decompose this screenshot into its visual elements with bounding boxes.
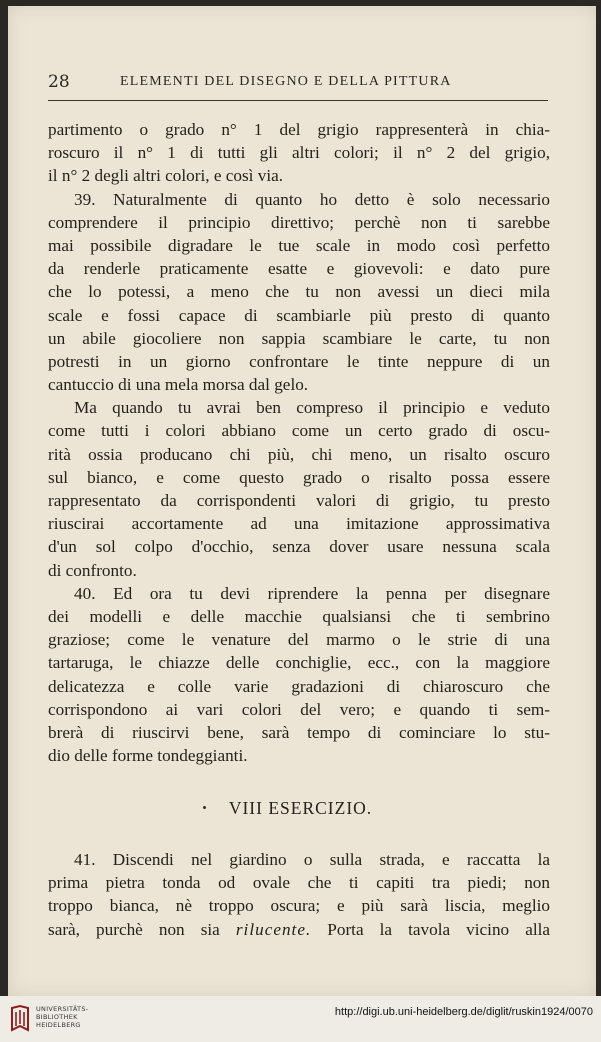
text-line: brerà di riuscirvi bene, sarà tempo di cominciare lo stu- xyxy=(48,722,550,742)
text-line: riuscirai accortamente ad una imitazione approssimativa xyxy=(48,514,550,534)
text-line: delicatezza e colle varie gradazioni di chiaroscuro che xyxy=(48,676,550,696)
main-text xyxy=(48,118,550,767)
section-title: VIII ESERCIZIO. xyxy=(228,798,373,818)
logo-line: UNIVERSITÄTS- xyxy=(36,1005,89,1013)
text-line: 41. Discendi nel giardino o sulla strada, e raccatta la xyxy=(74,850,550,869)
text-line: sul bianco, e come questo grado o risalto possa essere xyxy=(48,467,550,487)
text-line: dei modelli e delle macchie qualsiansi che ti sembrino xyxy=(48,606,550,626)
text-line: mai possibile digradare le tue scale in modo così perfetto xyxy=(48,235,550,255)
text-line: da renderle praticamente esatte e giovevoli: e dato pure xyxy=(48,259,550,279)
library-logo-text xyxy=(36,1005,88,1029)
logo-line: BIBLIOTHEK xyxy=(36,1013,78,1021)
text-line: troppo bianca, nè troppo oscura; e più sarà liscia, meglio xyxy=(48,896,550,916)
italic-word: rilucente. xyxy=(235,919,312,939)
page-header xyxy=(48,72,548,96)
text-line: d'un sol colpo d'occhio, senza dover usare nessuna scala xyxy=(48,537,550,557)
text-line: graziose; come le venature del marmo o le strie di una xyxy=(48,630,550,650)
text-line: scale e fossi capace di scambiarle più presto di quanto xyxy=(48,305,550,325)
text-line: come tutti i colori abbiano come un certo grado di oscu- xyxy=(48,421,550,441)
header-rule xyxy=(48,100,548,101)
text-segment: Porta la tavola vicino alla xyxy=(311,919,551,939)
paragraph-p1 xyxy=(48,118,550,188)
text-line: Ma quando tu avrai ben compreso il principio e veduto xyxy=(74,398,550,418)
text-line: il n° 2 degli altri colori, e così via. xyxy=(48,166,284,186)
text-line: che lo potessi, a meno che tu non avessi un dieci mila xyxy=(48,282,550,302)
paragraph-40 xyxy=(48,582,550,768)
paragraph-p3 xyxy=(48,396,550,582)
text-line: 39. Naturalmente di quanto ho detto è solo necessario xyxy=(74,189,550,209)
text-line: 40. Ed ora tu devi riprendere la penna per disegnare xyxy=(74,583,550,603)
text-line: partimento o grado n° 1 del grigio rappresenterà in chia- xyxy=(48,120,550,139)
text-line: prima pietra tonda od ovale che ti capiti tra piedi; non xyxy=(48,873,550,893)
text-line: roscuro il n° 1 di tutti gli altri colori; il n° 2 del grigio, xyxy=(48,143,550,163)
text-line: di confronto. xyxy=(48,560,137,580)
paragraph-41 xyxy=(48,848,550,941)
page-number: 28 xyxy=(48,72,70,92)
viewer-footer xyxy=(0,996,601,1042)
text-line: corrispondono ai vari colori del vero; e quando ti sem- xyxy=(48,699,550,719)
text-line: cantuccio di una mela morsa dal gelo. xyxy=(48,375,309,395)
text-line: un abile giocoliere non sappia scambiare le carte, tu non xyxy=(48,328,550,348)
text-line: rità ossia producano chi più, chi meno, un risalto oscuro xyxy=(48,444,550,464)
text-line-mixed xyxy=(48,918,550,941)
text-line: potresti in un giorno confrontare le tinte neppure di un xyxy=(48,351,550,371)
text-line: rappresentato da corrispondenti valori di grigio, tu presto xyxy=(48,491,550,510)
logo-line: HEIDELBERG xyxy=(36,1021,81,1029)
source-link[interactable]: http://digi.ub.uni-heidelberg.de/diglit/ruskin1924/0070 xyxy=(334,1006,593,1018)
text-line: dio delle forme tondeggianti. xyxy=(48,746,248,766)
running-title: ELEMENTI DEL DISEGNO E DELLA PITTURA xyxy=(120,74,452,89)
text-line: comprendere il principio direttivo; perchè non ti sarebbe xyxy=(48,212,550,232)
paragraph-39 xyxy=(48,188,550,397)
text-line: tartaruga, le chiazze delle conchiglie, ecc., con la maggiore xyxy=(48,653,550,673)
text-segment: sarà, purchè non sia xyxy=(48,919,236,939)
library-logo-icon xyxy=(10,1004,30,1032)
